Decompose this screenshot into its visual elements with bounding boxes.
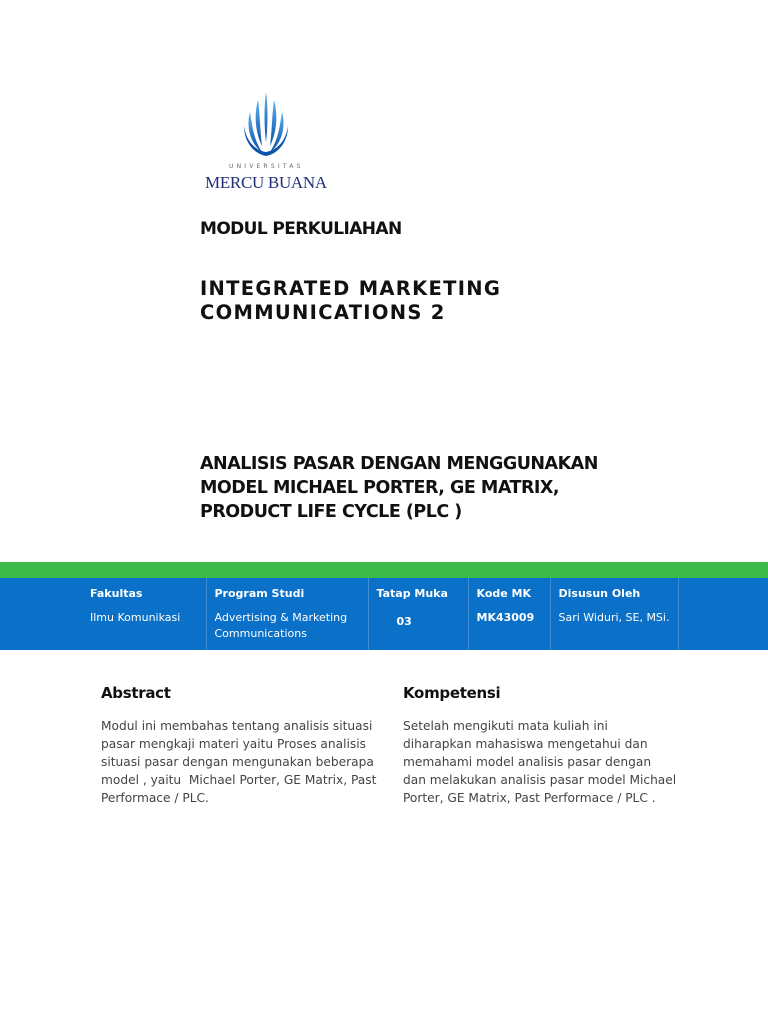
info-table-value-row (0, 602, 768, 650)
kompetensi-line: Setelah mengikuti mata kuliah ini (403, 719, 608, 733)
abstract-line: model , yaitu Michael Porter, GE Matrix, Past (101, 773, 377, 787)
abstract-heading: Abstract (101, 684, 171, 702)
course-title (200, 277, 501, 325)
kompetensi-body (403, 717, 703, 807)
course-title-line2: COMMUNICATIONS 2 (200, 301, 446, 324)
green-stripe (0, 562, 768, 578)
topic-title (200, 452, 598, 524)
abstract-line: Performace / PLC. (101, 791, 209, 805)
kompetensi-line: dan melakukan analisis pasar model Michael (403, 773, 677, 787)
course-info-band (0, 562, 768, 650)
logo-university-name: MERCU BUANA (205, 173, 327, 192)
table-spacer (0, 602, 82, 650)
topic-title-line1: ANALISIS PASAR DENGAN MENGGUNAKAN (200, 454, 598, 474)
abstract-line: situasi pasar dengan mengunakan beberapa (101, 755, 374, 769)
abstract-line: pasar mengkaji materi yaitu Proses analisis (101, 737, 366, 751)
course-title-line1: INTEGRATED MARKETING (200, 277, 502, 300)
kompetensi-line: memahami model analisis pasar dengan (403, 755, 652, 769)
value-program-line1: Advertising & Marketing (214, 611, 348, 624)
info-table-header-row (0, 578, 768, 602)
header-kode-mk: Kode MK (468, 578, 550, 602)
table-spacer-end (678, 602, 768, 650)
kompetensi-line: Porter, GE Matrix, Past Performace / PLC . (403, 791, 656, 805)
table-spacer-end (678, 578, 768, 602)
value-tatap-muka: 03 (368, 602, 468, 650)
header-disusun-oleh: Disusun Oleh (550, 578, 678, 602)
abstract-body (101, 717, 391, 807)
value-fakultas: Ilmu Komunikasi (82, 602, 206, 650)
logo-university-label: UNIVERSITAS (229, 163, 304, 170)
kompetensi-heading: Kompetensi (403, 684, 501, 702)
topic-title-line3: PRODUCT LIFE CYCLE (PLC ) (200, 502, 462, 522)
value-program-line2: Communications (214, 627, 307, 640)
kompetensi-line: diharapkan mahasiswa mengetahui dan (403, 737, 648, 751)
value-disusun-oleh: Sari Widuri, SE, MSi. (550, 602, 678, 650)
table-spacer (0, 578, 82, 602)
logo-emblem-icon (200, 86, 335, 166)
header-program-studi: Program Studi (206, 578, 368, 602)
header-fakultas: Fakultas (82, 578, 206, 602)
abstract-line: Modul ini membahas tentang analisis situasi (101, 719, 373, 733)
module-label: MODUL PERKULIAHAN (200, 219, 402, 239)
topic-title-line2: MODEL MICHAEL PORTER, GE MATRIX, (200, 478, 560, 498)
value-program-studi (206, 602, 368, 650)
course-info-table (0, 578, 768, 650)
header-tatap-muka: Tatap Muka (368, 578, 468, 602)
value-kode-mk: MK43009 (468, 602, 550, 650)
